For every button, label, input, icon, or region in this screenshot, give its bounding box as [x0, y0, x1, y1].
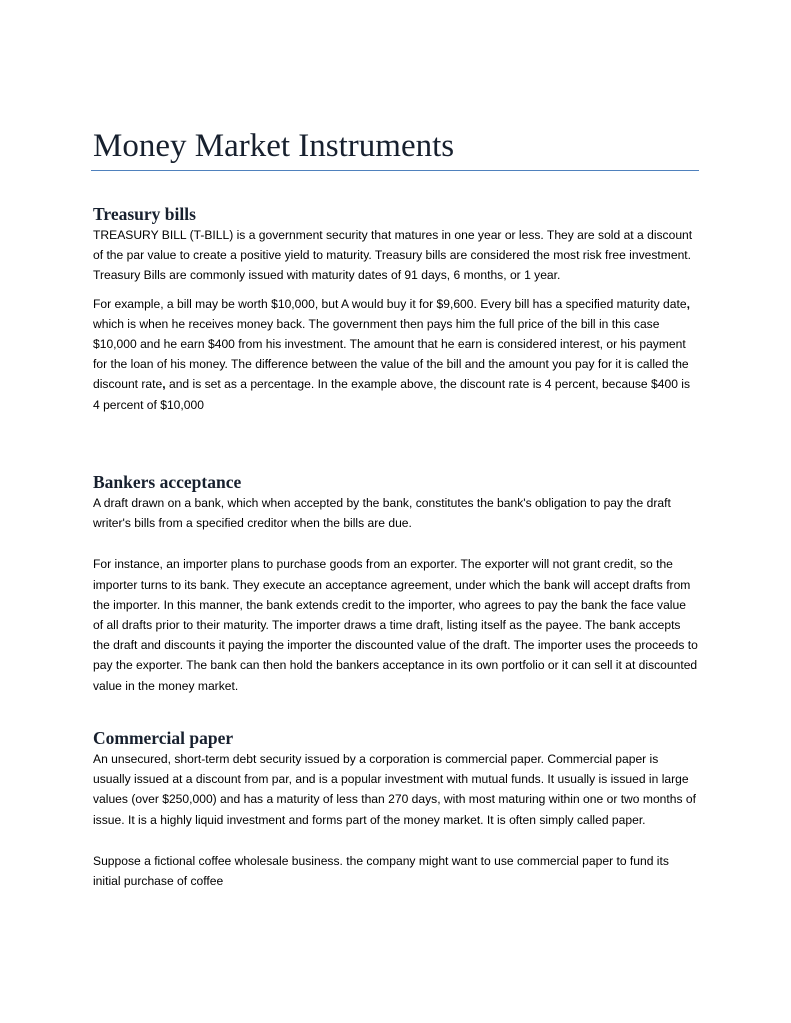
paragraph: An unsecured, short-term debt security issued by a corporation is commercial paper. Commercial paper is usually issued at a discount from par, and is a popular investment with mutual funds. It usually is issued in large values (over $250,000) and has a maturity of less than 270 days, with most maturing within one or two months of issue. It is a highly liquid investment and forms part of the money market. It is often simply called paper.	[93, 752, 696, 827]
paragraph: A draft drawn on a bank, which when accepted by the bank, constitutes the bank's obligation to pay the draft writer's bills from a specified creditor when the bills are due.	[93, 496, 671, 531]
paragraph: For instance, an importer plans to purchase goods from an exporter. The exporter will not grant credit, so the importer turns to its bank. They execute an acceptance agreement, under which the bank will accept drafts from the importer. In this manner, the bank extends credit to the importer, who agrees to pay the bank the face value of all drafts prior to their maturity. The importer draws a time draft, listing itself as the payee. The bank accepts the draft and discounts it paying the importer the discounted value of the draft. The importer uses the proceeds to pay the exporter. The bank can then hold the bankers acceptance in its own portfolio or it can sell it at discounted value in the money market.	[93, 557, 698, 693]
section-heading: Treasury bills	[93, 204, 196, 224]
title-underline	[91, 170, 699, 171]
paragraph: Suppose a fictional coffee wholesale business. the company might want to use commercial paper to fund its initial purchase of coffee	[93, 853, 669, 889]
text-run: which is when he receives money back. The government then pays him the full price of the bill in this case $10,000 and he earn $400 from his investment. The amount that he earn is considered interest, or his payment for the loan of his money. The difference between the value of the bill and the amount you pay for it is called the discount rate	[93, 316, 689, 392]
text-run: ,	[686, 296, 690, 311]
section-heading: Commercial paper	[93, 728, 234, 748]
text-run: and is set as a percentage. In the example above, the discount rate is 4 percent, because $400 is 4 percent of $10,000	[93, 377, 691, 412]
text-run: For example, a bill may be worth $10,000, but A would buy it for $9,600. Every bill has a specified maturity date	[93, 296, 687, 311]
document-title: Money Market Instruments	[93, 128, 455, 164]
section-bankers-acceptance	[93, 471, 699, 696]
section-heading: Bankers acceptance	[93, 472, 242, 492]
paragraph	[93, 294, 699, 415]
paragraph: TREASURY BILL (T-BILL) is a government security that matures in one year or less. They are sold at a discount of the par value to create a positive yield to maturity. Treasury bills are considered the most risk free investment. Treasury Bills are commonly issued with maturity dates of 91 days, 6 months, or 1 year.	[93, 228, 693, 283]
section-treasury-bills	[93, 203, 699, 415]
section-commercial-paper	[93, 727, 699, 891]
text-run: ,	[162, 377, 166, 392]
